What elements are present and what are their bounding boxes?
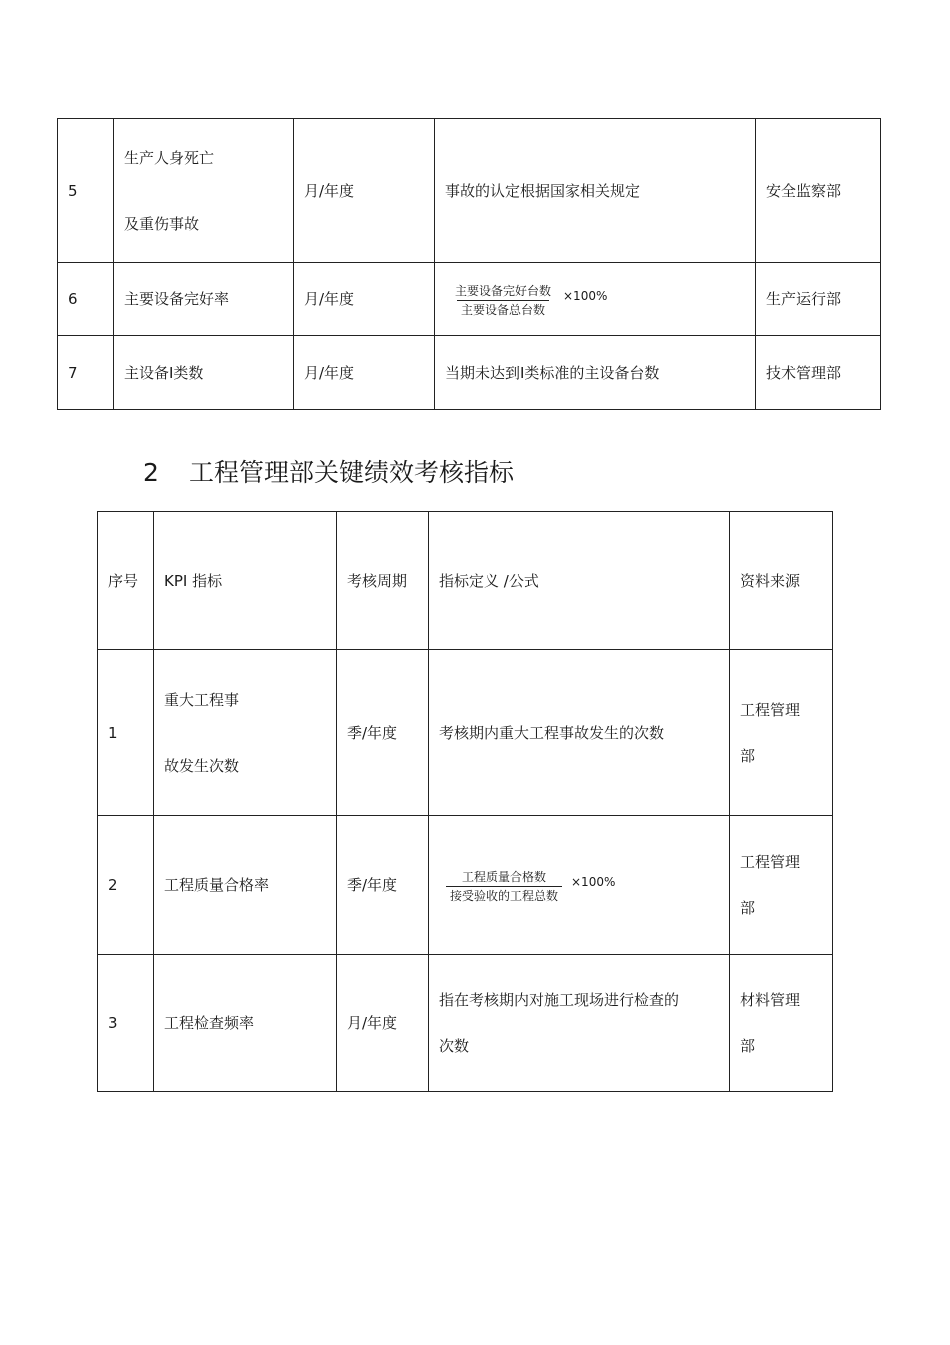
kpi-name-line: 及重伤事故 (124, 214, 200, 233)
kpi-definition-line: 指在考核期内对施工现场进行检查的 (439, 991, 680, 1009)
data-source-line: 工程管理 (740, 700, 801, 719)
assessment-period: 季/年度 (337, 816, 429, 955)
kpi-name-line: 故发生次数 (164, 756, 240, 775)
kpi-table-continued (57, 118, 881, 410)
kpi-name (114, 119, 294, 263)
data-source-line: 部 (740, 746, 756, 765)
row-number: 6 (58, 263, 114, 336)
row-number: 1 (98, 650, 154, 816)
row-number: 3 (98, 955, 154, 1092)
data-source-line: 材料管理 (740, 991, 801, 1009)
data-source-line: 工程管理 (740, 853, 801, 871)
column-header: 考核周期 (337, 512, 429, 650)
column-header: KPI 指标 (154, 512, 337, 650)
kpi-definition-line: 次数 (439, 1037, 470, 1055)
formula-numerator: 主要设备完好台数 (454, 283, 551, 298)
column-header: 指标定义 /公式 (429, 512, 730, 650)
formula-denominator: 接受验收的工程总数 (446, 886, 562, 903)
formula-multiplier: ×100% (563, 289, 608, 304)
table-row (58, 336, 881, 410)
kpi-definition: 当期未达到Ⅰ类标准的主设备台数 (435, 336, 756, 410)
data-source: 安全监察部 (756, 119, 881, 263)
table-row (58, 263, 881, 336)
data-source-line: 部 (740, 899, 756, 917)
kpi-name-line: 重大工程事 (164, 690, 240, 709)
kpi-definition: 事故的认定根据国家相关规定 (435, 119, 756, 263)
table-header-row (98, 512, 833, 650)
data-source: 生产运行部 (756, 263, 881, 336)
formula-denominator: 主要设备总台数 (457, 300, 549, 317)
table-row (98, 650, 833, 816)
assessment-period: 月/年度 (294, 336, 435, 410)
kpi-definition (429, 955, 730, 1092)
row-number: 2 (98, 816, 154, 955)
column-header: 序号 (98, 512, 154, 650)
row-number: 7 (58, 336, 114, 410)
engineering-kpi-table (97, 511, 833, 1092)
fraction-formula (445, 284, 607, 318)
kpi-name: 主要设备完好率 (114, 263, 294, 336)
table-row (98, 955, 833, 1092)
data-source (730, 955, 833, 1092)
kpi-name: 工程检查频率 (154, 955, 337, 1092)
formula-numerator: 工程质量合格数 (461, 869, 546, 884)
section-number: 2 (143, 458, 159, 487)
table-row (58, 119, 881, 263)
kpi-formula (435, 263, 756, 336)
kpi-name (154, 650, 337, 816)
data-source-line: 部 (740, 1037, 756, 1055)
section-heading (143, 453, 514, 489)
formula-multiplier: ×100% (571, 875, 616, 890)
assessment-period: 月/年度 (294, 263, 435, 336)
assessment-period: 季/年度 (337, 650, 429, 816)
data-source (730, 650, 833, 816)
fraction-formula (439, 870, 615, 904)
kpi-name: 工程质量合格率 (154, 816, 337, 955)
assessment-period: 月/年度 (337, 955, 429, 1092)
data-source (730, 816, 833, 955)
assessment-period: 月/年度 (294, 119, 435, 263)
kpi-name: 主设备Ⅰ类数 (114, 336, 294, 410)
data-source: 技术管理部 (756, 336, 881, 410)
kpi-name-line: 生产人身死亡 (124, 148, 215, 167)
table-row (98, 816, 833, 955)
section-title: 工程管理部关键绩效考核指标 (189, 458, 515, 487)
column-header: 资料来源 (730, 512, 833, 650)
row-number: 5 (58, 119, 114, 263)
kpi-definition: 考核期内重大工程事故发生的次数 (429, 650, 730, 816)
kpi-formula (429, 816, 730, 955)
